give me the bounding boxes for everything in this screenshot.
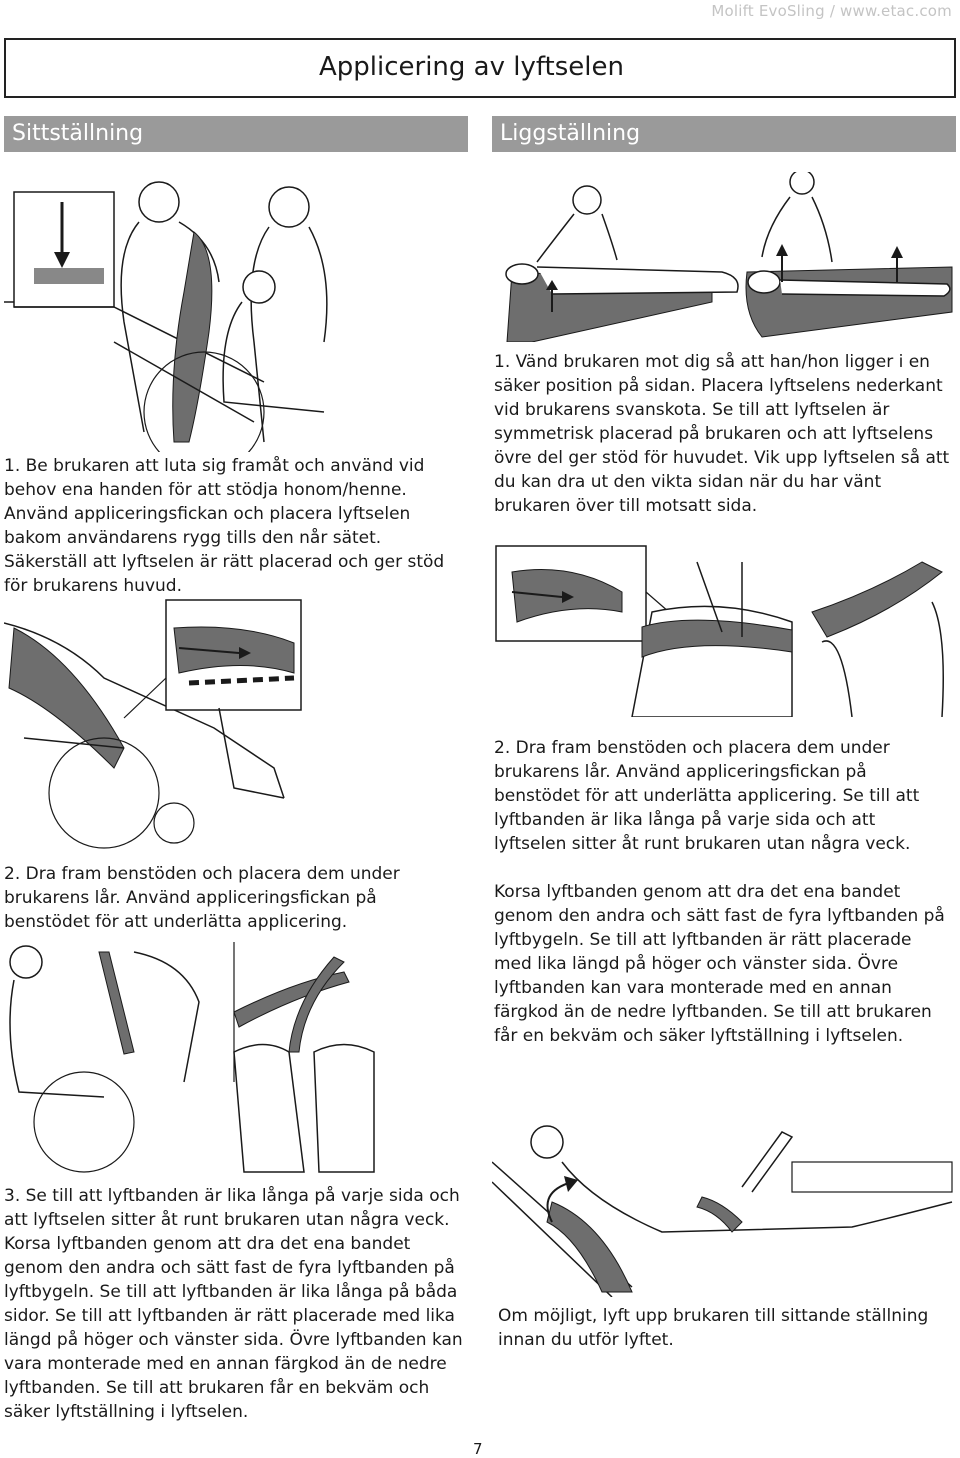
instruction-sitting-2: 2. Dra fram benstöden och placera dem under brukarens lår. Använd appliceringsfickan på benstödet för att underlätta applicering. (4, 864, 400, 932)
header-product-url: Molift EvoSling / www.etac.com (711, 2, 952, 20)
illustration-sitting-step3 (4, 942, 384, 1180)
instruction-sitting-1: 1. Be brukaren att luta sig framåt och använd vid behov ena handen för att stödja honom/henne. Använd appliceringsfickan och placera lyftselen bakom användarens rygg tills den når sätet. Säkerställ att lyftselen är rätt placerad och ger stöd för brukarens huvud. (4, 456, 445, 596)
page-number: 7 (473, 1440, 483, 1458)
section-band-sitting: Sittställning (4, 116, 468, 152)
instruction-lying-2a: 2. Dra fram benstöden och placera dem under brukarens lår. Använd appliceringsfickan på benstödet för att underlätta applicering. Se till att lyftbanden är lika långa på varje sida och att lyftselen sitter åt runt brukaren utan några veck. (494, 738, 920, 854)
section-band-lying: Liggställning (492, 116, 956, 152)
page-title-box (4, 38, 956, 98)
illustration-lying-step2 (492, 542, 956, 717)
page-title: Applicering av lyftselen (318, 52, 624, 82)
instruction-lying-1: 1. Vänd brukaren mot dig så att han/hon ligger i en säker position på sidan. Placera lyftselens nederkant vid brukarens svanskota. Se till att lyftselen är symmetrisk placerad på brukaren och att lyftselens övre del ger stöd för huvudet. Vik upp lyftselen så att du kan dra ut den vikta sidan när du har vänt brukaren över till motsatt sida. (494, 352, 950, 516)
illustration-lying-step3 (492, 1112, 956, 1297)
illustration-sitting-step2 (4, 598, 304, 853)
instruction-sitting-3: 3. Se till att lyftbanden är lika långa på varje sida och att lyftselen sitter åt runt brukaren utan några veck. Korsa lyftbanden genom att dra det ena bandet genom den andra och sätt fast de fyra lyftbanden på lyftbygeln. Se till att lyftbanden är lika långa på båda sidor. Se till att lyftbanden är rätt placerade med lika längd på höger och vänster sida. Övre lyftbanden kan vara monterade med en annan färgkod än de nedre lyftbanden. Se till att brukaren får en bekväm och säker lyftställning i lyftselen. (4, 1186, 463, 1422)
instruction-lying-2b: Korsa lyftbanden genom att dra det ena bandet genom den andra och sätt fast de fyra lyftbanden på lyftbygeln. Se till att lyftbanden är rätt placerade med lika längd på höger och vänster sida. Övre lyftbanden kan vara monterade med en annan färgkod än de nedre lyftbanden. Se till att brukaren får en bekväm och säker lyftställning i lyftselen. (494, 882, 945, 1046)
instruction-lying-3: Om möjligt, lyft upp brukaren till sittande ställning innan du utför lyftet. (498, 1306, 929, 1350)
illustration-lying-step1 (492, 172, 956, 342)
illustration-sitting-step1 (4, 172, 344, 452)
